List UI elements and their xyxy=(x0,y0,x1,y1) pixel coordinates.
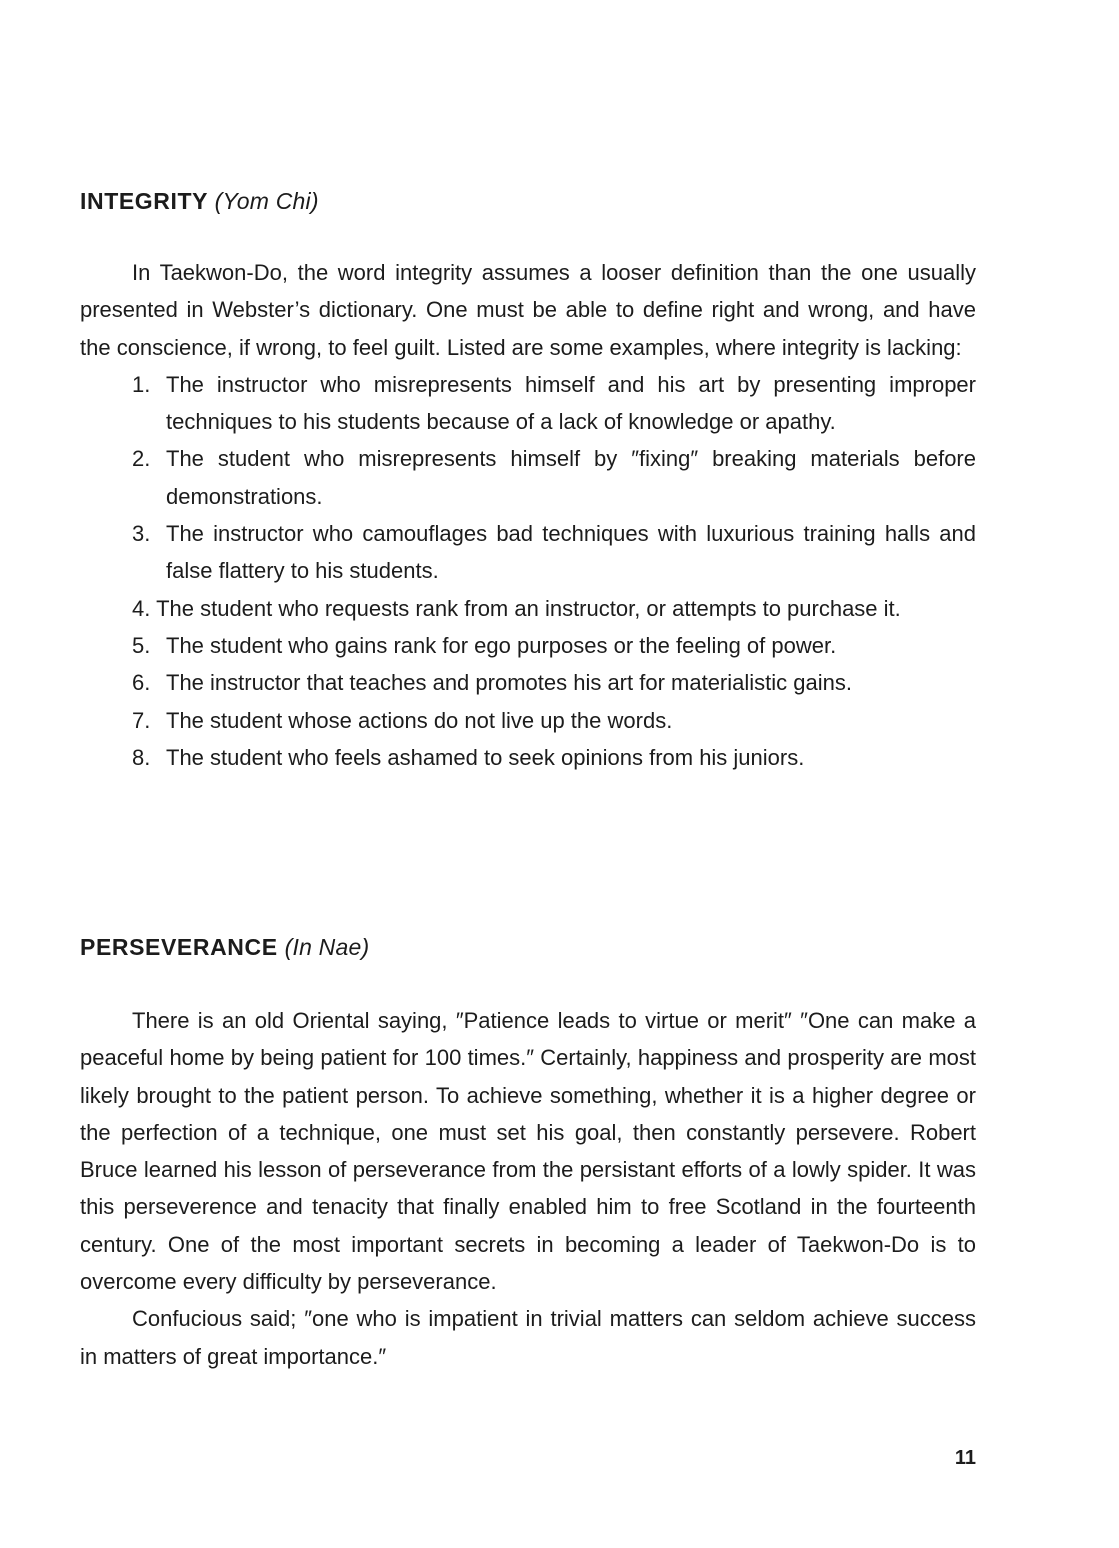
list-item-text: The student who feels ashamed to seek opinions from his juniors. xyxy=(166,744,805,770)
list-item xyxy=(80,366,976,441)
list-item-number: 3. xyxy=(132,521,151,547)
list-item-text: The instructor who camouflages bad techniques with luxurious training halls and false flattery to his students. xyxy=(166,521,976,584)
list-item xyxy=(80,627,976,664)
list-item-text: The instructor who misrepresents himself and his art by presenting improper techniques to his students because of a lack of knowledge or apathy. xyxy=(166,371,976,435)
page-number: 11 xyxy=(954,1447,976,1469)
integrity-heading-korean: (Yom Chi) xyxy=(214,188,319,214)
perseverance-heading-title: PERSEVERANCE xyxy=(80,934,278,960)
list-item xyxy=(80,664,976,701)
perseverance-section xyxy=(80,1002,976,1375)
list-item-text: The student who requests rank from an instructor, or attempts to purchase it. xyxy=(156,595,901,621)
list-item-number: 7. xyxy=(132,707,151,733)
list-item-text: The student who misrepresents himself by ″fixing″ breaking materials before demonstrations. xyxy=(166,446,976,509)
list-item xyxy=(80,702,976,739)
integrity-intro-paragraph: In Taekwon-Do, the word integrity assumes a looser definition than the one usually presented in Webster’s dictionary. One must be able to define right and wrong, and have the conscience, if wrong, to feel guilt. Listed are some examples, where integrity is lacking: xyxy=(80,260,976,360)
list-item-number: 6. xyxy=(132,670,151,696)
list-item xyxy=(80,739,976,776)
integrity-heading-title: INTEGRITY xyxy=(80,188,208,214)
perseverance-paragraph: Confucious said; ″one who is impatient in trivial matters can seldom achieve success in matters of great importance.″ xyxy=(80,1306,976,1369)
list-item-number: 8. xyxy=(132,744,151,770)
list-item xyxy=(80,590,976,627)
list-item-number: 2. xyxy=(132,446,151,472)
perseverance-heading xyxy=(80,933,369,961)
list-item-number: 5. xyxy=(132,632,151,658)
list-item-number: 4. xyxy=(132,595,151,621)
list-item-number: 1. xyxy=(132,371,151,397)
integrity-heading xyxy=(80,187,319,215)
list-item-text: The student whose actions do not live up the words. xyxy=(166,707,673,733)
list-item xyxy=(80,440,976,515)
integrity-section xyxy=(80,254,976,776)
list-item-text: The instructor that teaches and promotes his art for materialistic gains. xyxy=(166,670,852,696)
perseverance-heading-korean: (In Nae) xyxy=(284,934,370,960)
list-item-text: The student who gains rank for ego purposes or the feeling of power. xyxy=(166,632,837,658)
list-item xyxy=(80,515,976,590)
book-page xyxy=(80,0,976,1548)
perseverance-paragraph: There is an old Oriental saying, ″Patience leads to virtue or merit″ ″One can make a peaceful home by being patient for 100 times.″ Certainly, happiness and prosperity are most likely brought to the patient person. To achieve something, whether it is a higher degree or the perfection of a technique, one must set his goal, then constantly persevere. Robert Bruce learned his lesson of perseverance from the persistant efforts of a lowly spider. It was this perseverence and tenacity that finally enabled him to free Scotland in the fourteenth century. One of the most important secrets in becoming a leader of Taekwon-Do is to overcome every difficulty by perseverance. xyxy=(80,1008,976,1295)
